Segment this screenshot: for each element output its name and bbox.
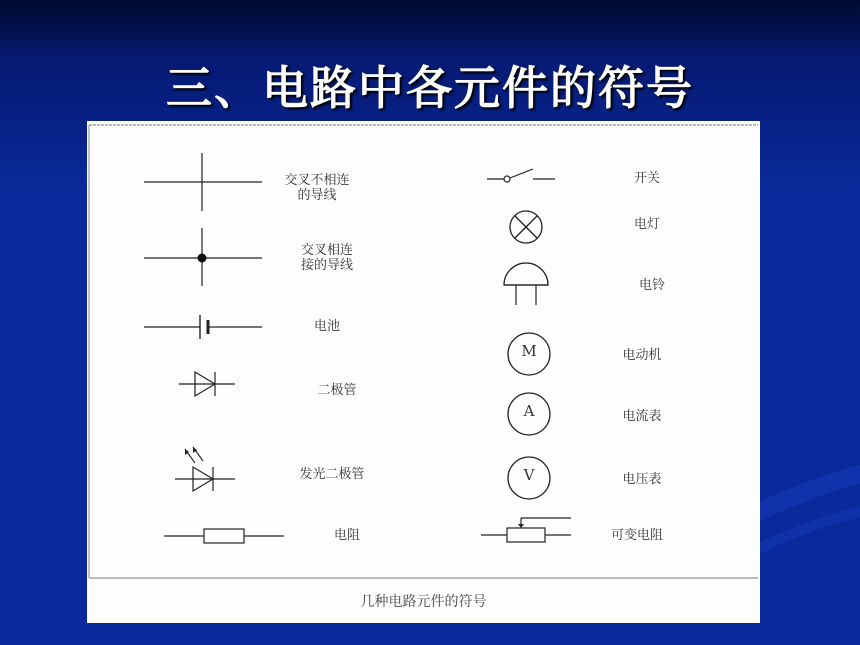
crossing-wires-unconnected-symbol bbox=[142, 151, 267, 213]
label-bell: 电铃 bbox=[638, 278, 665, 293]
resistor-symbol bbox=[162, 523, 287, 549]
label-battery: 电池 bbox=[313, 319, 340, 334]
label-crossing-wires-unconnected: 交叉不相连 的导线 bbox=[284, 173, 350, 203]
label-switch: 开关 bbox=[633, 171, 660, 186]
motor-letter: M bbox=[521, 342, 537, 360]
diode-symbol bbox=[177, 366, 237, 402]
led-symbol bbox=[169, 441, 241, 496]
lamp-symbol bbox=[506, 207, 546, 247]
label-crossing-wires-connected: 交叉相连 接的导线 bbox=[300, 243, 353, 273]
label-resistor: 电阻 bbox=[333, 528, 360, 543]
slide-title: 三、电路中各元件的符号 bbox=[166, 61, 694, 115]
label-led: 发光二极管 bbox=[299, 467, 365, 482]
label-lamp: 电灯 bbox=[633, 217, 660, 232]
crossing-wires-connected-symbol bbox=[142, 226, 267, 288]
switch-symbol bbox=[485, 165, 557, 189]
label-voltmeter: 电压表 bbox=[622, 472, 662, 487]
voltmeter-letter: V bbox=[523, 466, 535, 484]
label-motor: 电动机 bbox=[622, 348, 662, 363]
label-diode: 二极管 bbox=[317, 383, 357, 398]
bell-symbol bbox=[500, 261, 552, 307]
ammeter-letter: A bbox=[523, 402, 535, 420]
figure-caption: 几种电路元件的符号 bbox=[360, 594, 487, 610]
label-ammeter: 电流表 bbox=[622, 409, 662, 424]
battery-symbol bbox=[142, 307, 267, 347]
rheostat-symbol bbox=[479, 515, 579, 547]
symbols-figure bbox=[87, 121, 760, 623]
label-rheostat: 可变电阻 bbox=[610, 528, 663, 543]
